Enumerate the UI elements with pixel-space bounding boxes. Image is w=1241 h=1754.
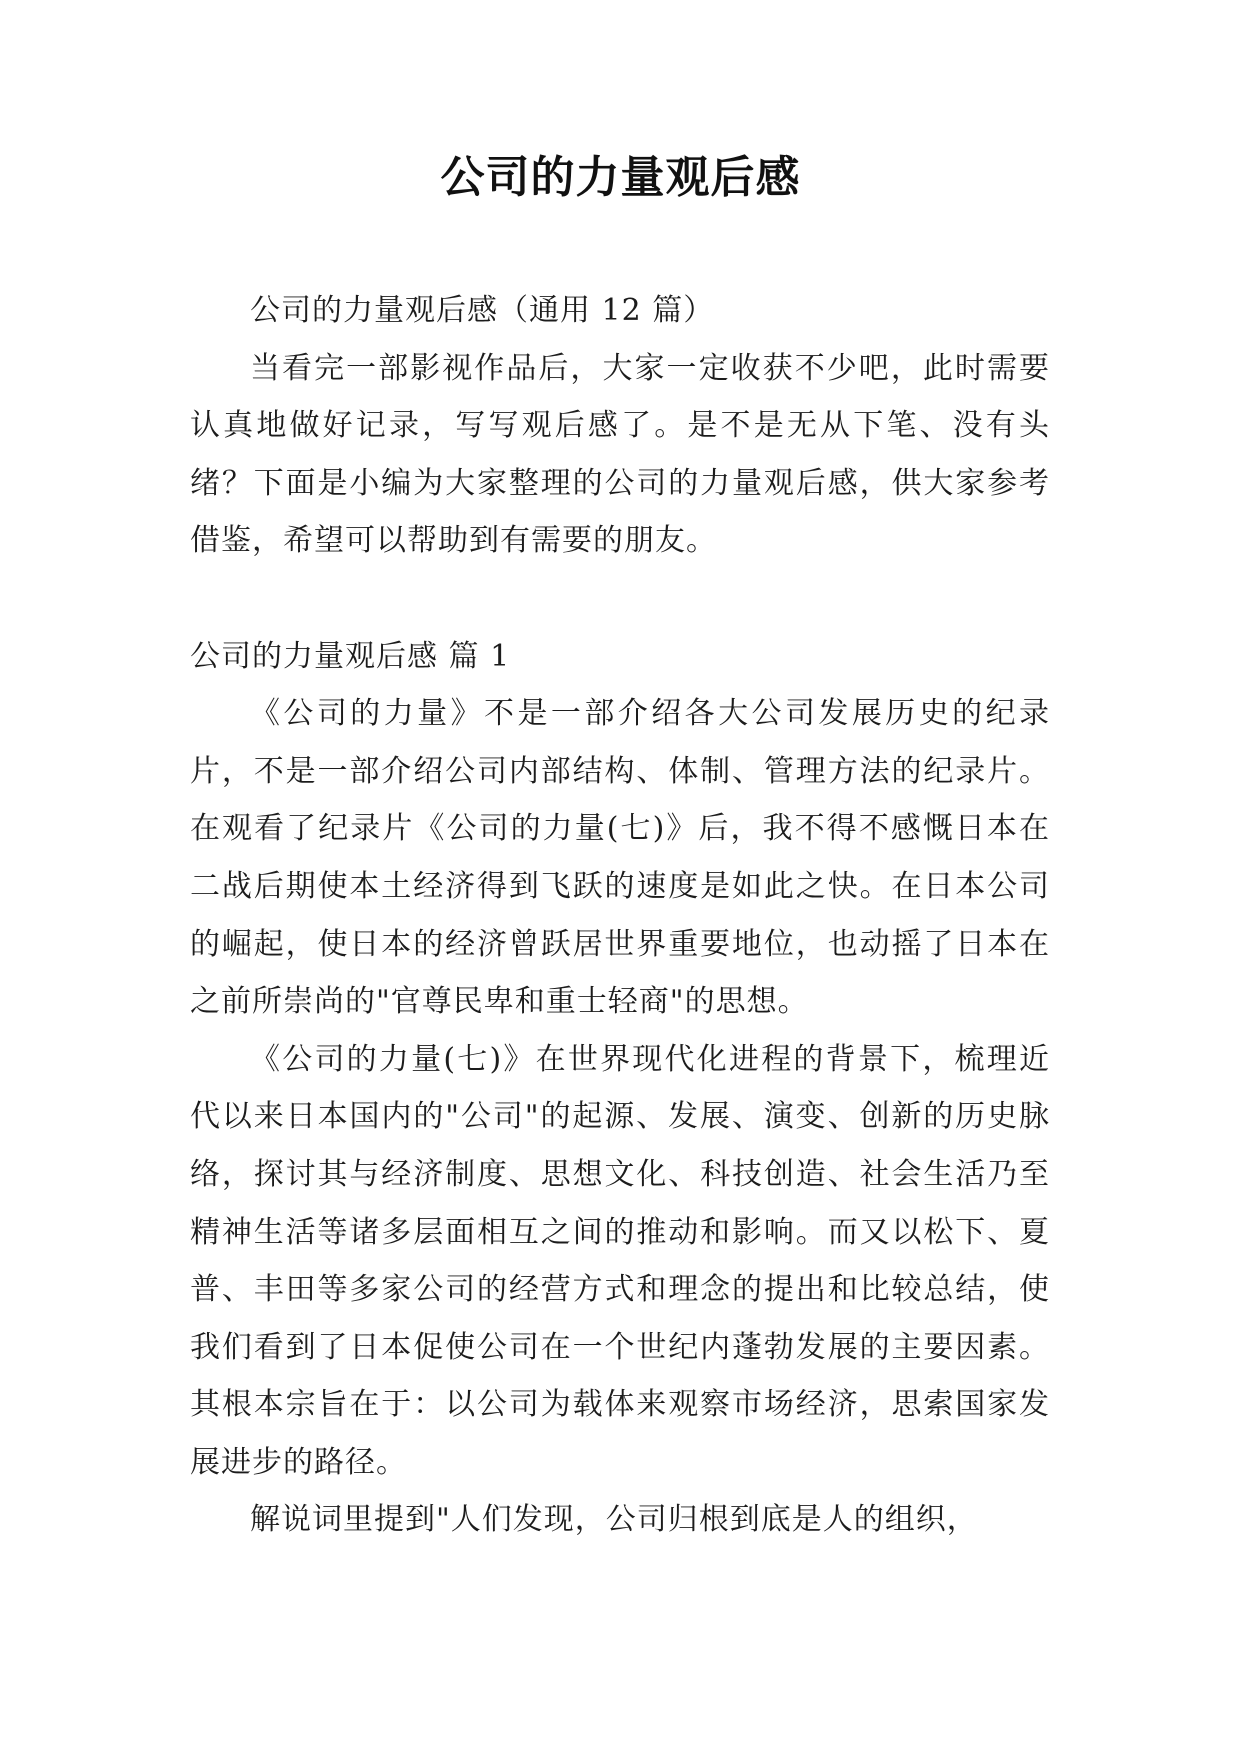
body-paragraph-1: 《公司的力量》不是一部介绍各大公司发展历史的纪录片，不是一部介绍公司内部结构、体制、管理方法的纪录片。在观看了纪录片《公司的力量(七)》后，我不得不感慨日本在二战后期使本土经济得到飞跃的速度是如此之快。在日本公司的崛起，使日本的经济曾跃居世界重要地位，也动摇了日本在之前所崇尚的"官尊民卑和重士轻商"的思想。 [190, 696, 1050, 1020]
document-body [190, 282, 1050, 1549]
body-paragraph-2: 《公司的力量(七)》在世界现代化进程的背景下，梳理近代以来日本国内的"公司"的起源、发展、演变、创新的历史脉络，探讨其与经济制度、思想文化、科技创造、社会生活乃至精神生活等诸多层面相互之间的推动和影响。而又以松下、夏普、丰田等多家公司的经营方式和理念的提出和比较总结，使我们看到了日本促使公司在一个世纪内蓬勃发展的主要因素。其根本宗旨在于：以公司为载体来观察市场经济，思索国家发展进步的路径。 [190, 1041, 1050, 1480]
section-heading: 公司的力量观后感 篇 1 [190, 638, 511, 674]
paragraph-gap [190, 570, 1050, 628]
intro-paragraph: 当看完一部影视作品后，大家一定收获不少吧，此时需要认真地做好记录，写写观后感了。是不是无从下笔、没有头绪？下面是小编为大家整理的公司的力量观后感，供大家参考借鉴，希望可以帮助到有需要的朋友。 [190, 350, 1050, 559]
document-subtitle: 公司的力量观后感（通用 12 篇） [250, 293, 715, 328]
body-paragraph-3: 解说词里提到"人们发现，公司归根到底是人的组织， [250, 1502, 978, 1538]
document-title: 公司的力量观后感 [440, 152, 801, 203]
